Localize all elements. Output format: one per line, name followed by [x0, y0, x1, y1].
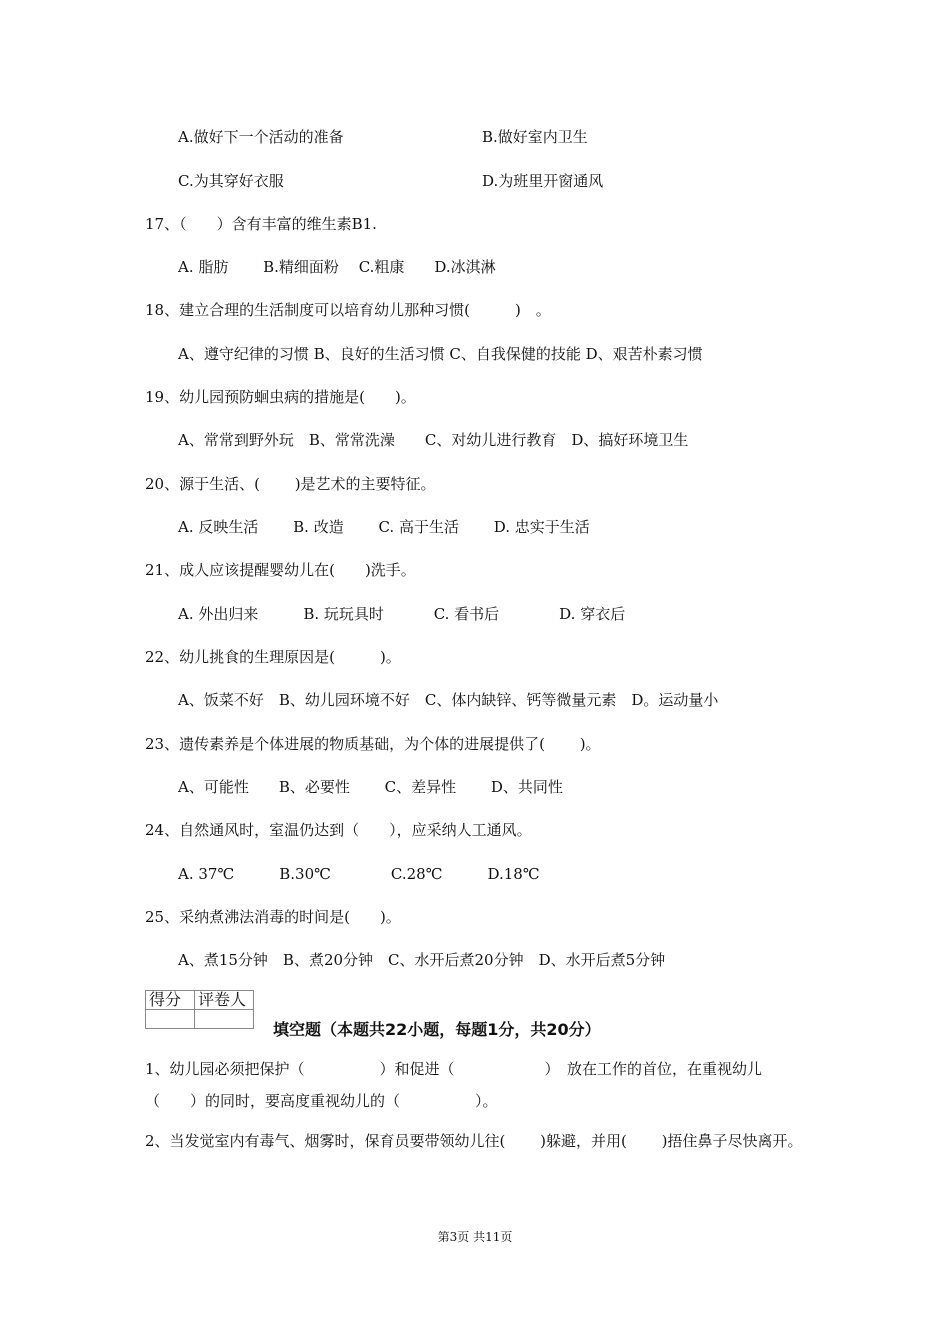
question-stem: 21、成人应该提醒婴幼儿在( )洗手。 — [145, 561, 416, 579]
q16-option-d: D.为班里开窗通风 — [482, 172, 604, 190]
question-stem: 24、自然通风时，室温仍达到（ ），应采纳人工通风。 — [145, 821, 532, 839]
fill-blank-question: 1、幼儿园必须把保护（ ）和促进（ ） 放在工作的首位，在重视幼儿（ ）的同时，要高度重视幼儿的（ ）。 — [145, 1060, 763, 1110]
question-stem: 19、幼儿园预防蛔虫病的措施是( )。 — [145, 388, 416, 406]
question-options: A、常常到野外玩 B、常常洗澡 C、对幼儿进行教育 D、搞好环境卫生 — [178, 431, 689, 449]
question-stem: 18、建立合理的生活制度可以培育幼儿那种习惯( ) 。 — [145, 301, 551, 319]
question-stem: 17、（ ）含有丰富的维生素B1. — [145, 215, 377, 233]
question-options: A、可能性 B、必要性 C、差异性 D、共同性 — [178, 778, 563, 796]
grader-label: 评卷人 — [195, 991, 254, 1010]
score-cell — [146, 1010, 195, 1029]
score-table — [145, 990, 254, 1029]
section-title: 填空题（本题共22小题，每题1分，共20分） — [273, 1020, 601, 1039]
question-options: A. 37℃ B.30℃ C.28℃ D.18℃ — [178, 865, 540, 883]
question-stem: 20、源于生活、( )是艺术的主要特征。 — [145, 475, 436, 493]
question-stem: 25、采纳煮沸法消毒的时间是( )。 — [145, 908, 401, 926]
q16-option-b: B.做好室内卫生 — [482, 128, 588, 146]
question-stem: 23、遗传素养是个体进展的物质基础，为个体的进展提供了( )。 — [145, 735, 601, 753]
question-options: A、饭菜不好 B、幼儿园环境不好 C、体内缺锌、钙等微量元素 D。运动量小 — [178, 691, 719, 709]
question-options: A. 外出归来 B. 玩玩具时 C. 看书后 D. 穿衣后 — [178, 605, 626, 623]
score-label: 得分 — [146, 991, 195, 1010]
fill-blank-question: 2、当发觉室内有毒气、烟雾时，保育员要带领幼儿往( )躲避，并用( )捂住鼻子尽快离开。 — [145, 1132, 803, 1150]
question-stem: 22、幼儿挑食的生理原因是( )。 — [145, 648, 401, 666]
grader-cell — [195, 1010, 254, 1029]
question-options: A. 反映生活 B. 改造 C. 高于生活 D. 忠实于生活 — [178, 518, 590, 536]
question-options: A、遵守纪律的习惯 B、良好的生活习惯 C、自我保健的技能 D、艰苦朴素习惯 — [178, 345, 703, 363]
q16-option-c: C.为其穿好衣服 — [178, 172, 284, 190]
q16-option-a: A.做好下一个活动的准备 — [178, 128, 344, 146]
question-options: A. 脂肪 B.精细面粉 C.粗康 D.冰淇淋 — [178, 258, 496, 276]
page-footer: 第3页 共11页 — [437, 1230, 513, 1244]
question-options: A、煮15分钟 B、煮20分钟 C、水开后煮20分钟 D、水开后煮5分钟 — [178, 951, 666, 969]
